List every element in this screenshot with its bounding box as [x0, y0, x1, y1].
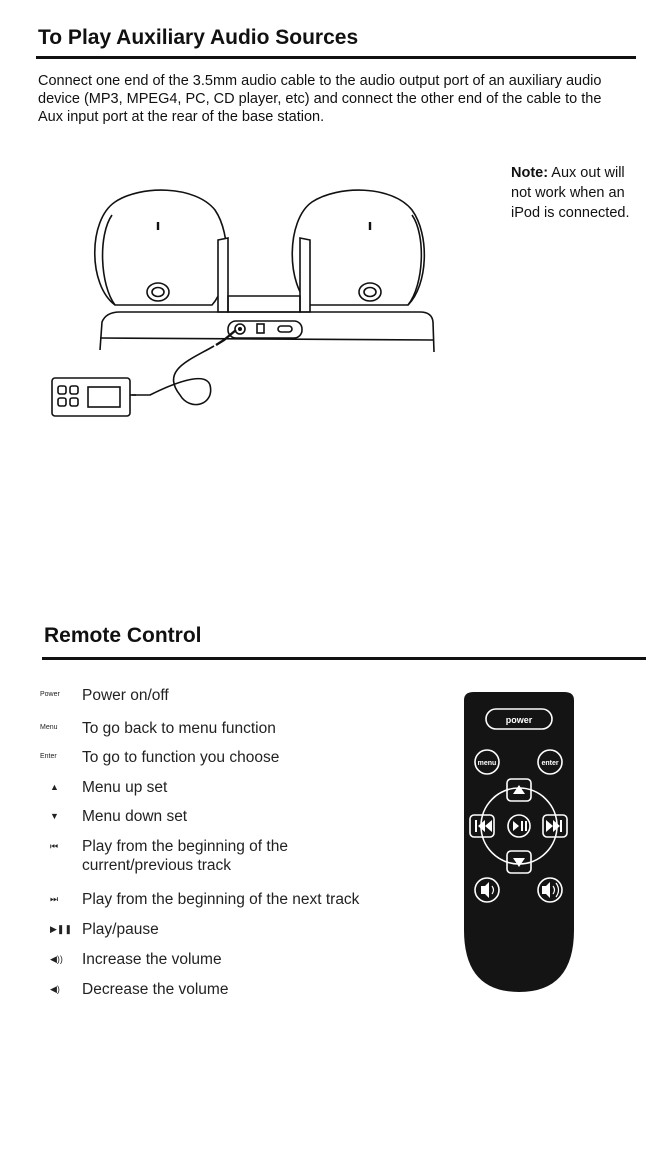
note-text: Aux out will not work when an iPod is connected. — [511, 165, 630, 221]
base-station-diagram — [40, 180, 460, 430]
volume-down-icon: ◀) — [50, 984, 60, 994]
enter-key-label: Enter — [40, 753, 57, 760]
aux-title-rule — [36, 56, 636, 59]
power-key-label: Power — [40, 691, 60, 698]
legend-desc: Play from the beginning of the next track — [82, 891, 360, 908]
legend-item — [40, 980, 460, 999]
legend-item — [40, 686, 460, 705]
legend-item — [40, 837, 460, 875]
previous-track-icon: ⏮ — [50, 841, 59, 851]
legend-desc: Play/pause — [82, 921, 159, 938]
legend-desc: Menu up set — [82, 779, 168, 796]
aux-section-title: To Play Auxiliary Audio Sources — [38, 26, 359, 49]
next-track-icon: ⏭ — [50, 894, 59, 904]
legend-desc: Decrease the volume — [82, 981, 229, 998]
legend-item — [40, 950, 460, 969]
legend-item — [40, 890, 460, 909]
volume-up-icon: ◀)) — [50, 954, 63, 964]
legend-item — [40, 748, 460, 767]
remote-control-illustration — [458, 690, 580, 996]
aux-note — [511, 163, 631, 223]
enter-button-label: enter — [541, 760, 559, 767]
aux-instructions: Connect one end of the 3.5mm audio cable to the audio output port of an auxiliary audio device (MP3, MPEG4, PC, CD player, etc) and connect the other end of the cable to the Aux input port at the rear of the base station. — [38, 73, 602, 125]
legend-desc: To go back to menu function — [82, 720, 276, 737]
legend-desc: Play from the beginning of the current/previous track — [82, 838, 288, 874]
down-arrow-icon: ▼ — [50, 811, 59, 821]
legend-desc: Power on/off — [82, 687, 169, 704]
legend-item — [40, 807, 460, 826]
note-label: Note: — [511, 165, 549, 181]
remote-title-rule — [42, 657, 646, 660]
legend-desc: Menu down set — [82, 808, 188, 825]
legend-item — [40, 719, 460, 738]
legend-desc: Increase the volume — [82, 951, 222, 968]
remote-section-title: Remote Control — [44, 624, 202, 647]
legend-desc: To go to function you choose — [82, 749, 280, 766]
menu-button-label: menu — [477, 760, 497, 767]
menu-key-label: Menu — [40, 724, 58, 731]
legend-item — [40, 920, 460, 939]
play-pause-icon: ▶❚❚ — [50, 924, 73, 934]
power-button-label: power — [505, 715, 533, 725]
up-arrow-icon: ▲ — [50, 782, 59, 792]
legend-item — [40, 778, 460, 797]
